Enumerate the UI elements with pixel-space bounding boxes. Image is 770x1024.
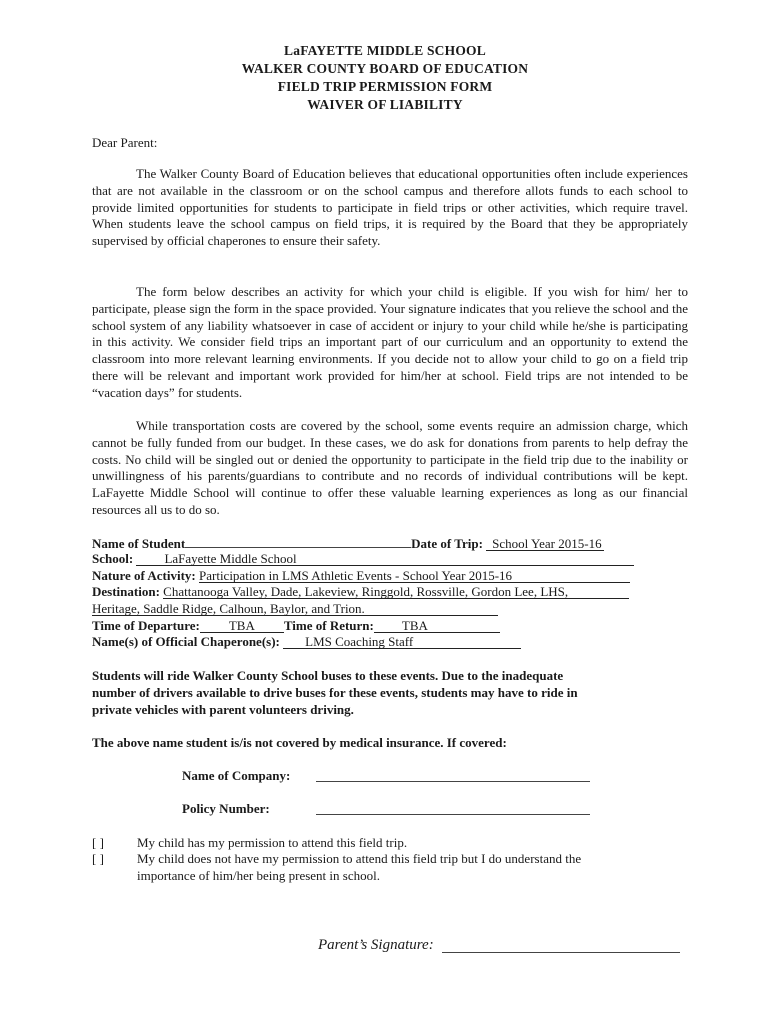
- school-row: School: LaFayette Middle School: [92, 551, 634, 567]
- departure-label: Time of Departure: [92, 618, 196, 633]
- destination-value-1: Chattanooga Valley, Dade, Lakeview, Ringgold, Rossville, Gordon Lee, LHS,: [163, 585, 629, 599]
- insurance-notice: The above name student is/is not covered by medical insurance. If covered:: [92, 735, 507, 750]
- destination-row-2: [92, 601, 498, 617]
- permission-yes-checkbox[interactable]: [ ]: [92, 835, 104, 850]
- chaperone-value: LMS Coaching Staff: [283, 635, 521, 649]
- activity-row: Nature of Activity: Participation in LMS Athletic Events - School Year 2015-16: [92, 568, 630, 584]
- policy-label: Policy Number:: [182, 801, 270, 816]
- company-field[interactable]: [316, 769, 590, 782]
- destination-value-2: Heritage, Saddle Ridge, Calhoun, Baylor, and Trion.: [92, 602, 498, 616]
- waiver-heading: WAIVER OF LIABILITY: [307, 97, 463, 112]
- chaperone-row: Name(s) of Official Chaperone(s): LMS Coaching Staff: [92, 634, 521, 650]
- school-value: LaFayette Middle School: [136, 552, 634, 566]
- school-label: School: [92, 551, 129, 566]
- eligibility-paragraph: The form below describes an activity for which your child is eligible. If you wish for him/ her to participate, please sign the form in the space provided. Your signature indicates that you relieve the school and the school system of any liability whatsoever in case of accident or injury to your child while he/she is participating in this activity. We consider field trips an important part of our curriculum and an opportunity to extend the classroom into more relevant learning environments. If you decide not to allow your child to go on a field trip there will be relevant and important work provided for him/her at school. Field trips are not intended to be “vacation days” for students.: [92, 284, 688, 400]
- return-label: Time of Return: [283, 618, 370, 633]
- form-title-heading: FIELD TRIP PERMISSION FORM: [277, 79, 493, 94]
- bus-notice-line-2: number of drivers available to drive buses for these events, students may have to ride in: [92, 685, 578, 700]
- student-name-label: Name of Student: [92, 536, 186, 551]
- destination-row: Destination: Chattanooga Valley, Dade, Lakeview, Ringgold, Rossville, Gordon Lee, LHS,: [92, 584, 629, 600]
- activity-label: Nature of Activity: [92, 568, 192, 583]
- trip-date-value: School Year 2015-16: [486, 537, 603, 551]
- destination-label: Destination: [92, 584, 156, 599]
- policy-field[interactable]: [316, 802, 590, 815]
- trip-date-label: Date of Trip: [411, 536, 479, 551]
- bus-notice-line-3: private vehicles with parent volunteers driving.: [92, 702, 354, 717]
- costs-paragraph: While transportation costs are covered by the school, some events require an admission charge, which cannot be fully funded from our budget. In these cases, we do ask for donations from parents to help defray the costs. No child will be singled out or denied the opportunity to participate in the field trip due to the inability or unwillingness of his parents/guardians to contribute and no records of individual contributions will be kept. LaFayette Middle School will continue to offer these valuable learning experiences as long as our financial resources all us to do so.: [92, 418, 688, 517]
- company-label: Name of Company:: [182, 768, 291, 783]
- permission-yes-text: My child has my permission to attend this field trip.: [137, 835, 408, 850]
- intro-paragraph: The Walker County Board of Education believes that educational opportunities often include experiences that are not available in the classroom or on the school campus and therefore allots funds to each school to provide limited opportunities for students to participate in field trips or other activities, which require travel. When students leave the school campus on field trips, it is required by the Board that they be appropriately supervised by official chaperones to ensure their safety.: [92, 166, 688, 249]
- board-heading: WALKER COUNTY BOARD OF EDUCATION: [241, 61, 529, 76]
- salutation: Dear Parent:: [92, 135, 158, 150]
- chaperone-label: Name(s) of Official Chaperone(s): [92, 634, 276, 649]
- return-value: TBA: [374, 619, 500, 633]
- signature-label: Parent’s Signature:: [318, 937, 434, 953]
- student-date-row: Name of Student Date of Trip: School Year 2015-16: [92, 536, 602, 551]
- school-name-heading: LaFAYETTE MIDDLE SCHOOL: [284, 43, 486, 58]
- bus-notice-line-1: Students will ride Walker County School buses to these events. Due to the inadequate: [92, 668, 564, 683]
- permission-no-text-2: importance of him/her being present in school.: [137, 868, 380, 883]
- times-row: Time of Departure: TBA Time of Return: TBA: [92, 618, 500, 634]
- departure-value: TBA: [200, 619, 284, 633]
- student-name-field[interactable]: [185, 535, 411, 548]
- permission-no-text-1: My child does not have my permission to attend this field trip but I do understand the: [137, 851, 582, 866]
- signature-field[interactable]: [442, 940, 680, 953]
- permission-no-checkbox[interactable]: [ ]: [92, 851, 104, 866]
- activity-value: Participation in LMS Athletic Events - School Year 2015-16: [199, 569, 630, 583]
